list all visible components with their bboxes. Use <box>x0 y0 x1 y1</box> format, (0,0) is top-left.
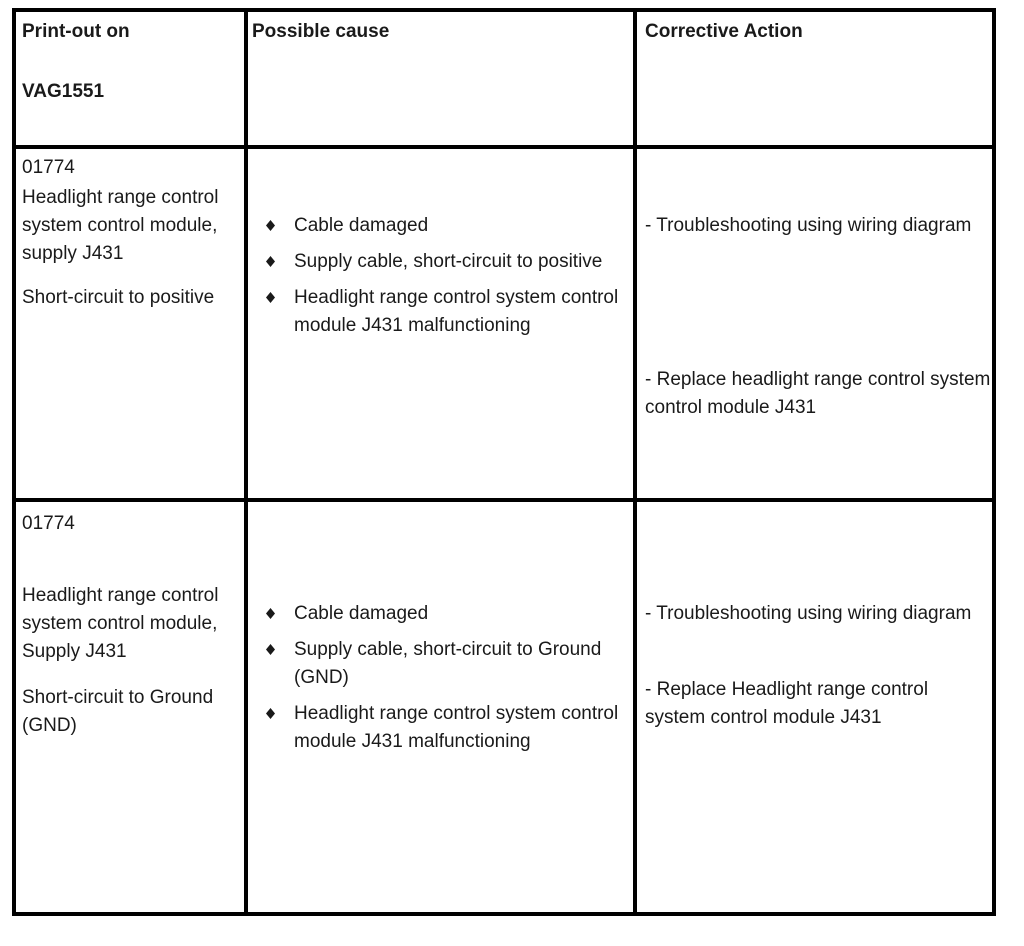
diamond-bullet-icon <box>266 292 275 303</box>
cause-item <box>252 700 628 756</box>
diamond-bullet-icon <box>266 256 275 267</box>
row-divider <box>16 145 992 149</box>
fault-code: 01774 <box>22 157 75 178</box>
cause-item <box>252 248 628 276</box>
cause-text: Cable damaged <box>294 603 429 624</box>
row1-actions <box>645 212 991 422</box>
header-corrective-action: Corrective Action <box>645 21 803 42</box>
action-text: - Replace Headlight range control system control module J431 <box>645 679 929 728</box>
cause-item <box>252 600 628 628</box>
row1-printout <box>22 154 240 312</box>
cause-item <box>252 212 628 240</box>
row2-printout <box>22 510 240 740</box>
cause-text: Headlight range control system control module J431 malfunctioning <box>294 287 619 336</box>
action-text: - Replace headlight range control system control module J431 <box>645 369 991 418</box>
header-printout-line1: Print-out on <box>22 21 130 42</box>
row1-causes <box>252 212 628 348</box>
action-text: - Troubleshooting using wiring diagram <box>645 215 972 236</box>
cause-item <box>252 284 628 340</box>
cause-text: Supply cable, short-circuit to positive <box>294 251 603 272</box>
fault-component: Headlight range control system control module, Supply J431 <box>22 585 219 662</box>
diamond-bullet-icon <box>266 608 275 619</box>
cause-text: Headlight range control system control module J431 malfunctioning <box>294 703 619 752</box>
fault-code: 01774 <box>22 513 75 534</box>
action-text: - Troubleshooting using wiring diagram <box>645 603 972 624</box>
row-divider <box>16 498 992 502</box>
diamond-bullet-icon <box>266 708 275 719</box>
cause-item <box>252 636 628 692</box>
fault-component: Headlight range control system control module, supply J431 <box>22 187 219 264</box>
row2-causes <box>252 600 628 764</box>
header-possible-cause: Possible cause <box>252 21 390 42</box>
header-printout <box>22 18 240 106</box>
diamond-bullet-icon <box>266 644 275 655</box>
fault-code-table <box>12 8 996 916</box>
cause-text: Cable damaged <box>294 215 429 236</box>
fault-description: Short-circuit to Ground (GND) <box>22 687 214 736</box>
header-printout-line2: VAG1551 <box>22 81 105 102</box>
row2-actions <box>645 600 991 732</box>
diamond-bullet-icon <box>266 220 275 231</box>
fault-description: Short-circuit to positive <box>22 287 215 308</box>
cause-text: Supply cable, short-circuit to Ground (GND) <box>294 639 602 688</box>
